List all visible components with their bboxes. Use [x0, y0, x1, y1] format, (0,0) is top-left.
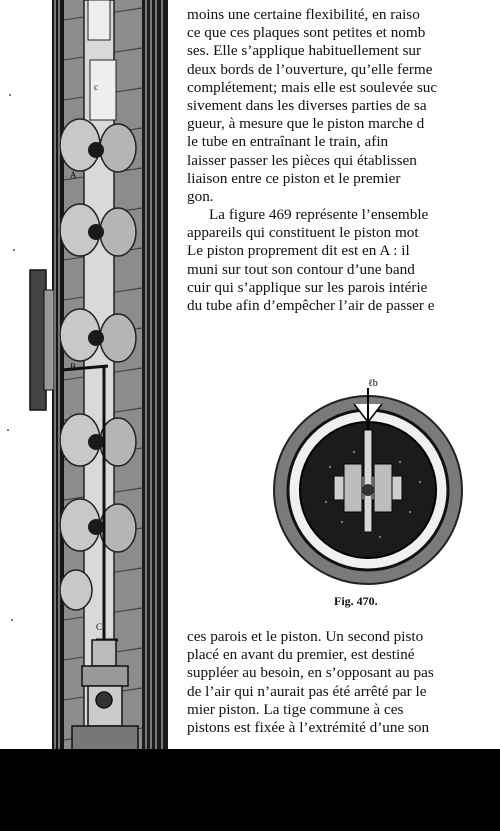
text-line: suppléer au besoin, en s’opposant au pas: [187, 664, 434, 682]
text-line: ses. Elle s’applique habituellement sur: [187, 42, 422, 60]
text-line: ce que ces plaques sont petites et nomb: [187, 24, 426, 42]
svg-text:c: c: [94, 82, 98, 92]
figure-caption: Fig. 470.: [334, 594, 378, 608]
text-line: liaison entre ce piston et le premier: [187, 169, 401, 187]
text-line: Le piston proprement dit est en A : il: [187, 242, 410, 260]
svg-text:B: B: [70, 362, 77, 372]
text-line: de l’air qui n’aurait pas été arrêté par le: [187, 682, 427, 700]
text-line: ces parois et le piston. Un second pisto: [187, 628, 424, 645]
text-line: gueur, à mesure que le piston marche d: [187, 115, 425, 133]
text-line: pistons est fixée à l’extrémité d’une son: [187, 718, 430, 736]
text-line: laisser passer les pièces qui établissen: [187, 151, 417, 169]
figure-470-illustration: [270, 372, 466, 588]
text-line: gon.: [187, 187, 214, 205]
text-line: placé en avant du premier, est destiné: [187, 646, 415, 664]
text-line: muni sur tout son contour d’une band: [187, 260, 415, 278]
text-line: appareils qui constituent le piston mot: [187, 224, 419, 242]
text-line: cuir qui s’applique sur les parois intérie: [187, 278, 428, 296]
svg-text:C: C: [96, 622, 103, 632]
svg-text:A: A: [70, 170, 77, 180]
text-line: mier piston. La tige commune à ces: [187, 700, 404, 718]
scan-black-border: [0, 749, 500, 831]
text-block-top: [187, 6, 500, 315]
figure-top-mark: ℓb: [368, 378, 378, 389]
text-line: sivement dans les diverses parties de sa: [187, 96, 427, 114]
text-line: moins une certaine flexibilité, en raiso: [187, 6, 420, 23]
text-line: deux bords de l’ouverture, qu’elle ferme: [187, 60, 433, 78]
text-line: du tube afin d’empêcher l’air de passer e: [187, 297, 435, 314]
text-line: le tube en entraînant le train, afin: [187, 133, 389, 151]
text-line: complétement; mais elle est soulevée suc: [187, 78, 438, 96]
text-block-bottom: [187, 628, 500, 737]
engraving-fig-469: [0, 0, 170, 750]
text-line: La figure 469 représente l’ensemble: [209, 206, 429, 224]
